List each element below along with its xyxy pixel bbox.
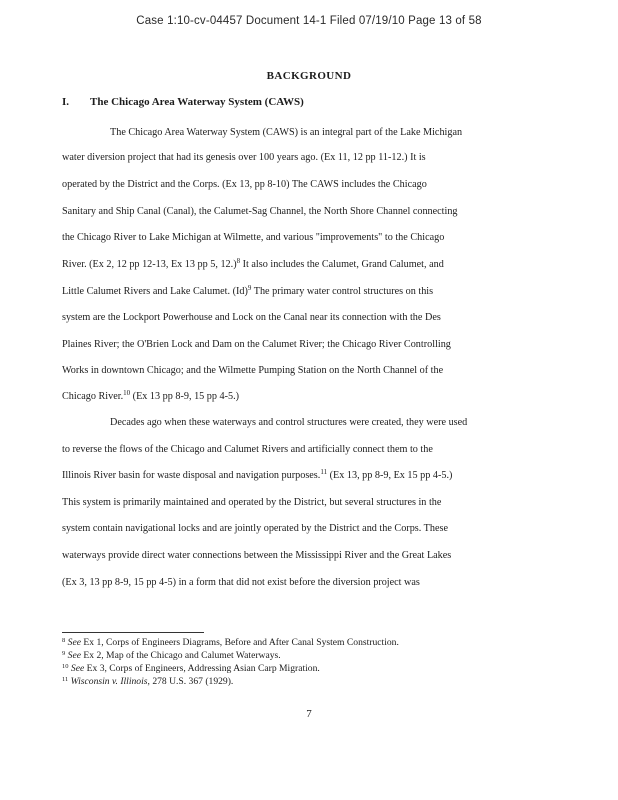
section-title: BACKGROUND [266,70,352,82]
page-number: 7 [306,708,312,720]
footnote [62,650,554,662]
footnote-number: 10 [62,663,69,670]
footnote-number: 8 [62,637,66,644]
body-line: to reverse the flows of the Chicago and Calumet Rivers and artificially connect them to the [62,444,433,455]
footnote-signal: See [70,663,85,674]
footnote [62,663,554,675]
body-line [62,258,554,271]
body-line: Sanitary and Ship Canal (Canal), the Calumet-Sag Channel, the North Shore Channel connecting [62,206,458,217]
line-text: River. (Ex 2, 12 pp 12-13, Ex 13 pp 5, 12.) [62,259,237,270]
footnote-text: Ex 2, Map of the Chicago and Calumet Waterways. [80,650,281,661]
subsection-title: The Chicago Area Waterway System (CAWS) [90,96,304,108]
line-text: It also includes the Calumet, Grand Calumet, and [240,259,444,270]
line-text: Little Calumet Rivers and Lake Calumet. (Id) [62,286,248,297]
footnote-ref: 11 [320,468,328,476]
subsection-number: I. [62,96,70,108]
body-line: waterways provide direct water connections between the Mississippi River and the Great Lakes [62,550,452,561]
footnote-signal: See [67,650,81,661]
subsection-heading [62,96,304,108]
footnote-divider [62,632,204,633]
footnote-signal: See [67,637,81,648]
footnote-ref: 9 [247,284,252,292]
body-line: system contain navigational locks and are jointly operated by the District and the Corps. These [62,523,448,534]
body-line: the Chicago River to Lake Michigan at Wilmette, and various "improvements" to the Chicago [62,232,445,243]
body-line [62,285,554,298]
footnote-number: 9 [62,650,66,657]
footnote [62,637,554,649]
body-line: Decades ago when these waterways and control structures were created, they were used [110,417,468,428]
footnote-text: Ex 1, Corps of Engineers Diagrams, Before and After Canal System Construction. [80,637,399,648]
body-line: system are the Lockport Powerhouse and Lock on the Canal near its connection with the Des [62,312,441,323]
case-header: Case 1:10-cv-04457 Document 14-1 Filed 07/19/10 Page 13 of 58 [136,15,482,27]
footnote-text: Ex 3, Corps of Engineers, Addressing Asian Carp Migration. [84,663,320,674]
line-text: The primary water control structures on this [251,286,434,297]
footnote-ref: 8 [236,257,241,265]
line-text: Illinois River basin for waste disposal and navigation purposes. [62,470,321,481]
body-line: Plaines River; the O'Brien Lock and Dam on the Calumet River; the Chicago River Controlling [62,339,451,350]
line-text: Chicago River. [62,391,124,402]
footnote-text: , 278 U.S. 367 (1929). [147,676,234,687]
footnote-signal: Wisconsin v. Illinois [70,676,148,687]
line-text: (Ex 13 pp 8-9, 15 pp 4-5.) [130,391,240,402]
body-line: The Chicago Area Waterway System (CAWS) is an integral part of the Lake Michigan [110,127,463,138]
body-line: This system is primarily maintained and operated by the District, but several structures in the [62,497,442,508]
body-line [62,390,554,403]
footnote [62,676,554,688]
body-line: (Ex 3, 13 pp 8-9, 15 pp 4-5) in a form that did not exist before the diversion project was [62,577,420,588]
footnote-ref: 10 [123,389,131,397]
line-text: (Ex 13, pp 8-9, Ex 15 pp 4-5.) [327,470,453,481]
body-line: water diversion project that had its genesis over 100 years ago. (Ex 11, 12 pp 11-12.) It is [62,152,426,163]
footnote-number: 11 [62,676,69,683]
body-line [62,469,554,482]
body-line: Works in downtown Chicago; and the Wilmette Pumping Station on the North Channel of the [62,365,444,376]
body-line: operated by the District and the Corps. (Ex 13, pp 8-10) The CAWS includes the Chicago [62,179,427,190]
